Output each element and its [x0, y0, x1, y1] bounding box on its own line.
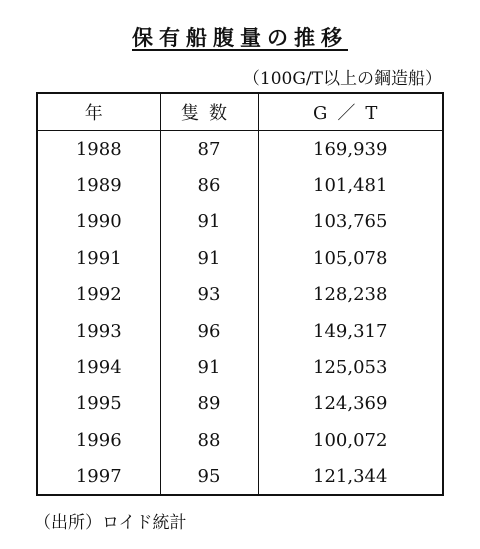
table-row [38, 386, 442, 422]
table-row [38, 313, 442, 349]
cell-gross-tonnage: 124,369 [258, 386, 442, 422]
cell-ship-count: 88 [160, 422, 258, 458]
cell-ship-count: 91 [160, 349, 258, 385]
cell-year: 1995 [75, 393, 122, 415]
cell-year: 1996 [75, 429, 122, 451]
cell-ship-count: 96 [160, 313, 258, 349]
cell-ship-count: 89 [160, 386, 258, 422]
cell-year: 1991 [75, 247, 122, 269]
cell-gross-tonnage: 103,765 [258, 204, 442, 240]
cell-ship-count: 91 [160, 240, 258, 276]
table-note: （100G/T以上の鋼造船） [242, 69, 442, 89]
cell-gross-tonnage: 125,053 [258, 349, 442, 385]
table-row [38, 349, 442, 385]
cell-year: 1989 [75, 175, 122, 197]
table-row [38, 277, 442, 313]
cell-year: 1992 [75, 284, 122, 306]
fleet-table [36, 92, 444, 496]
cell-gross-tonnage: 100,072 [258, 422, 442, 458]
cell-year: 1990 [75, 211, 122, 233]
cell-gross-tonnage: 105,078 [258, 240, 442, 276]
source-note: （出所）ロイド統計 [34, 513, 187, 533]
cell-year: 1997 [75, 466, 122, 488]
header-row [38, 94, 442, 131]
cell-gross-tonnage: 128,238 [258, 277, 442, 313]
header-gross-tonnage: G／T [258, 94, 442, 131]
table-row [38, 167, 442, 203]
cell-ship-count: 93 [160, 277, 258, 313]
table-row [38, 240, 442, 276]
header-year: 年 [38, 94, 160, 131]
cell-gross-tonnage: 149,317 [258, 313, 442, 349]
cell-year: 1988 [75, 138, 122, 160]
cell-ship-count: 95 [160, 459, 258, 495]
cell-gross-tonnage: 101,481 [258, 167, 442, 203]
cell-year: 1994 [75, 357, 122, 379]
table-row [38, 459, 442, 495]
cell-year: 1993 [75, 320, 122, 342]
cell-ship-count: 87 [160, 131, 258, 168]
cell-gross-tonnage: 121,344 [258, 459, 442, 495]
cell-ship-count: 91 [160, 204, 258, 240]
table-row [38, 422, 442, 458]
document-title: 保有船腹量の推移 [132, 25, 348, 50]
cell-gross-tonnage: 169,939 [258, 131, 442, 168]
cell-ship-count: 86 [160, 167, 258, 203]
header-ship-count: 隻数 [160, 94, 258, 131]
table-row [38, 204, 442, 240]
table-row [38, 131, 442, 168]
